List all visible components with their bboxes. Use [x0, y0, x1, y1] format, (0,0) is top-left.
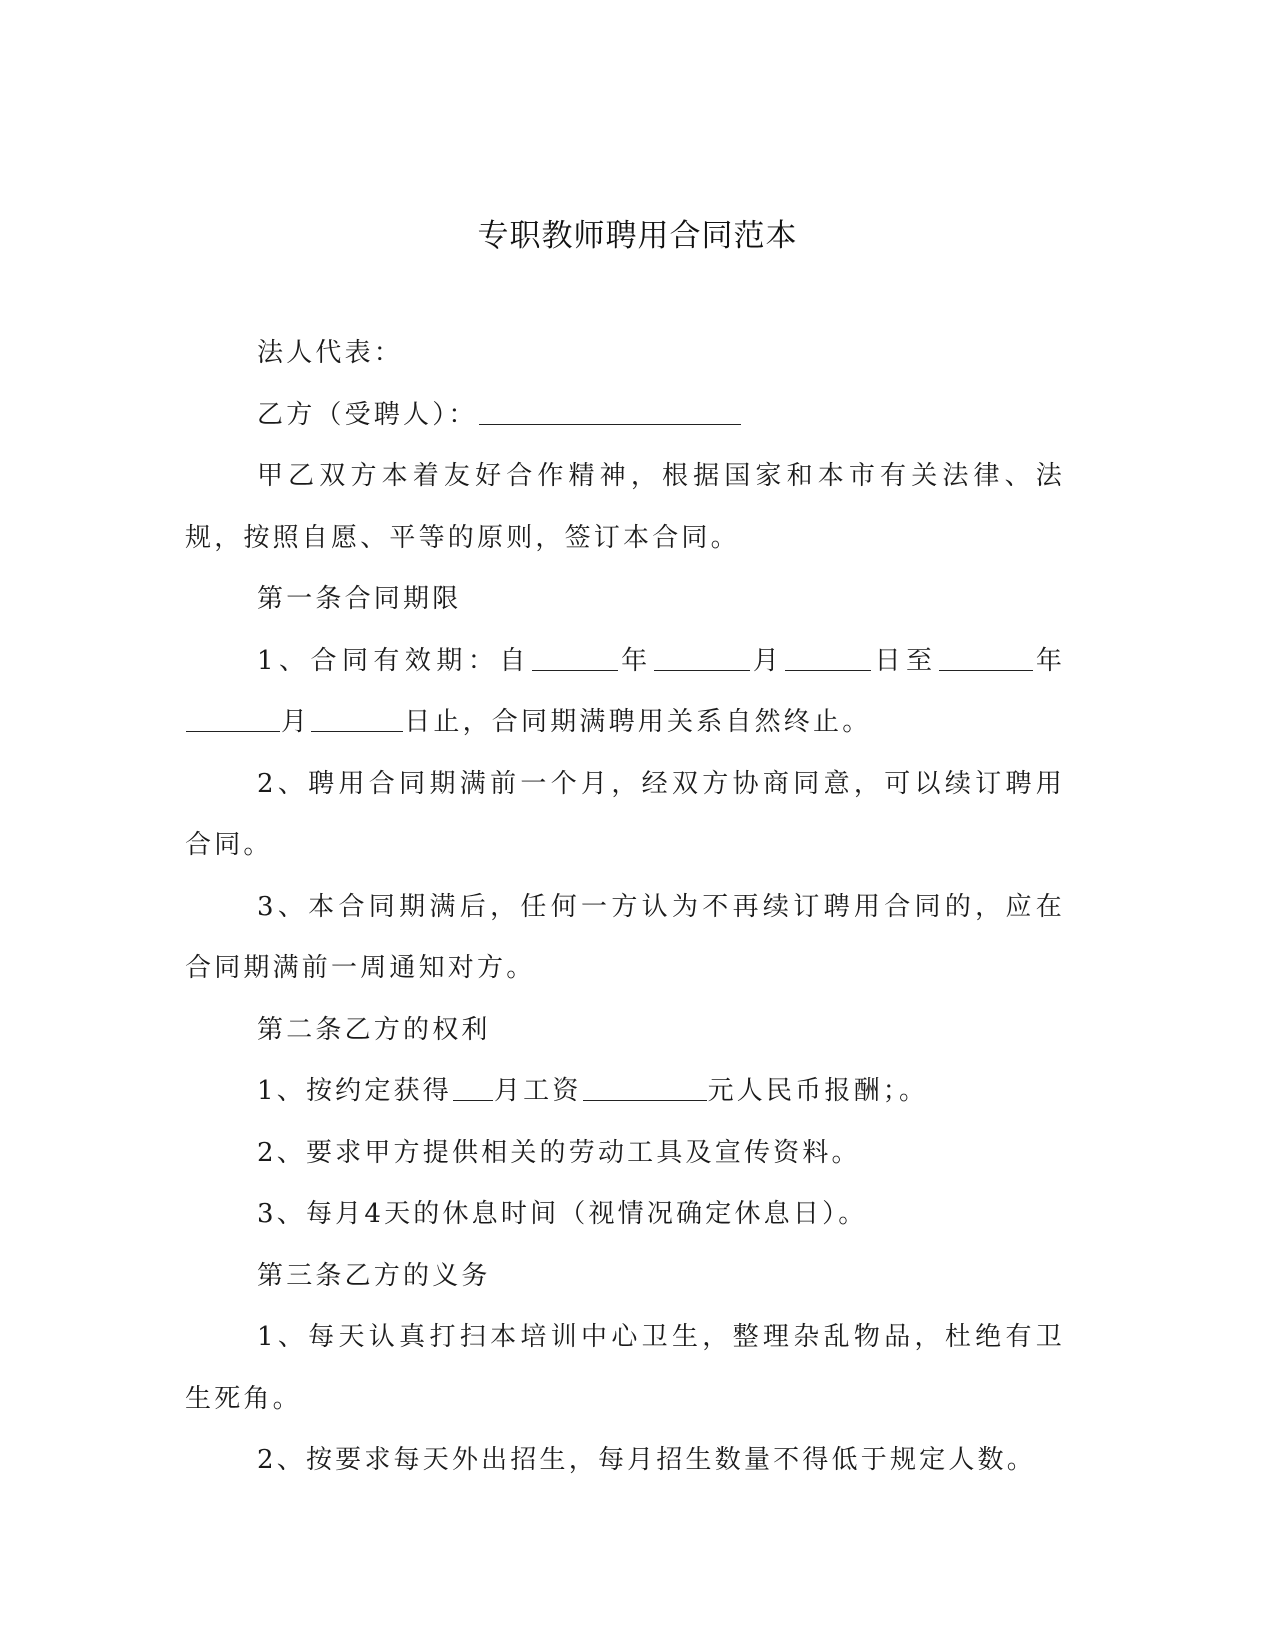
party-b-blank [479, 400, 741, 425]
article3-item2: 2、按要求每天外出招生，每月招生数量不得低于规定人数。 [257, 1445, 1036, 1475]
party-b-line [185, 385, 1065, 447]
month-label: 月 [750, 645, 785, 676]
term-end-text: 日止，合同期满聘用关系自然终止。 [404, 707, 872, 737]
article1-item3: 3、本合同期满后，任何一方认为不再续订聘用合同的，应在合同期满前一周通知对方。 [185, 891, 1065, 983]
start-day-blank [785, 646, 871, 671]
salary-label-b: 月工资 [493, 1076, 582, 1106]
party-b-label: 乙方（受聘人）： [257, 399, 478, 430]
day-to-label: 日至 [872, 645, 938, 676]
term-start-label: 1、合同有效期：自 [257, 645, 531, 676]
salary-amount-blank [583, 1076, 707, 1101]
legal-rep-line: 法人代表： [257, 338, 404, 368]
article2-item1 [185, 1061, 1065, 1123]
salary-month-blank [453, 1076, 493, 1101]
article1-heading: 第一条合同期限 [257, 584, 462, 614]
year-label: 年 [618, 645, 653, 676]
article2-item3: 3、每月4天的休息时间（视情况确定休息日）。 [257, 1199, 868, 1229]
article1-item1 [185, 631, 1065, 754]
end-month-blank [186, 707, 280, 732]
article1-item2: 2、聘用合同期满前一个月，经双方协商同意，可以续订聘用合同。 [185, 768, 1065, 860]
article3-heading: 第三条乙方的义务 [257, 1260, 491, 1291]
document-title: 专职教师聘用合同范本 [477, 218, 798, 254]
salary-label-c: 元人民币报酬；。 [707, 1076, 929, 1106]
article2-item2: 2、要求甲方提供相关的劳动工具及宣传资料。 [257, 1137, 861, 1168]
article2-heading: 第二条乙方的权利 [257, 1014, 491, 1045]
end-year-blank [939, 646, 1033, 671]
end-day-blank [311, 707, 403, 732]
salary-label-a: 1、按约定获得 [257, 1076, 452, 1106]
intro-paragraph: 甲乙双方本着友好合作精神，根据国家和本市有关法律、法规，按照自愿、平等的原则，签订本合同。 [185, 461, 1065, 553]
article3-item1: 1、每天认真打扫本培训中心卫生，整理杂乱物品，杜绝有卫生死角。 [185, 1322, 1065, 1414]
document-body [185, 323, 1065, 1492]
start-month-blank [654, 646, 750, 671]
start-year-blank [532, 646, 618, 671]
end-year-label: 年 [1033, 645, 1066, 676]
end-month-label: 月 [281, 707, 311, 737]
